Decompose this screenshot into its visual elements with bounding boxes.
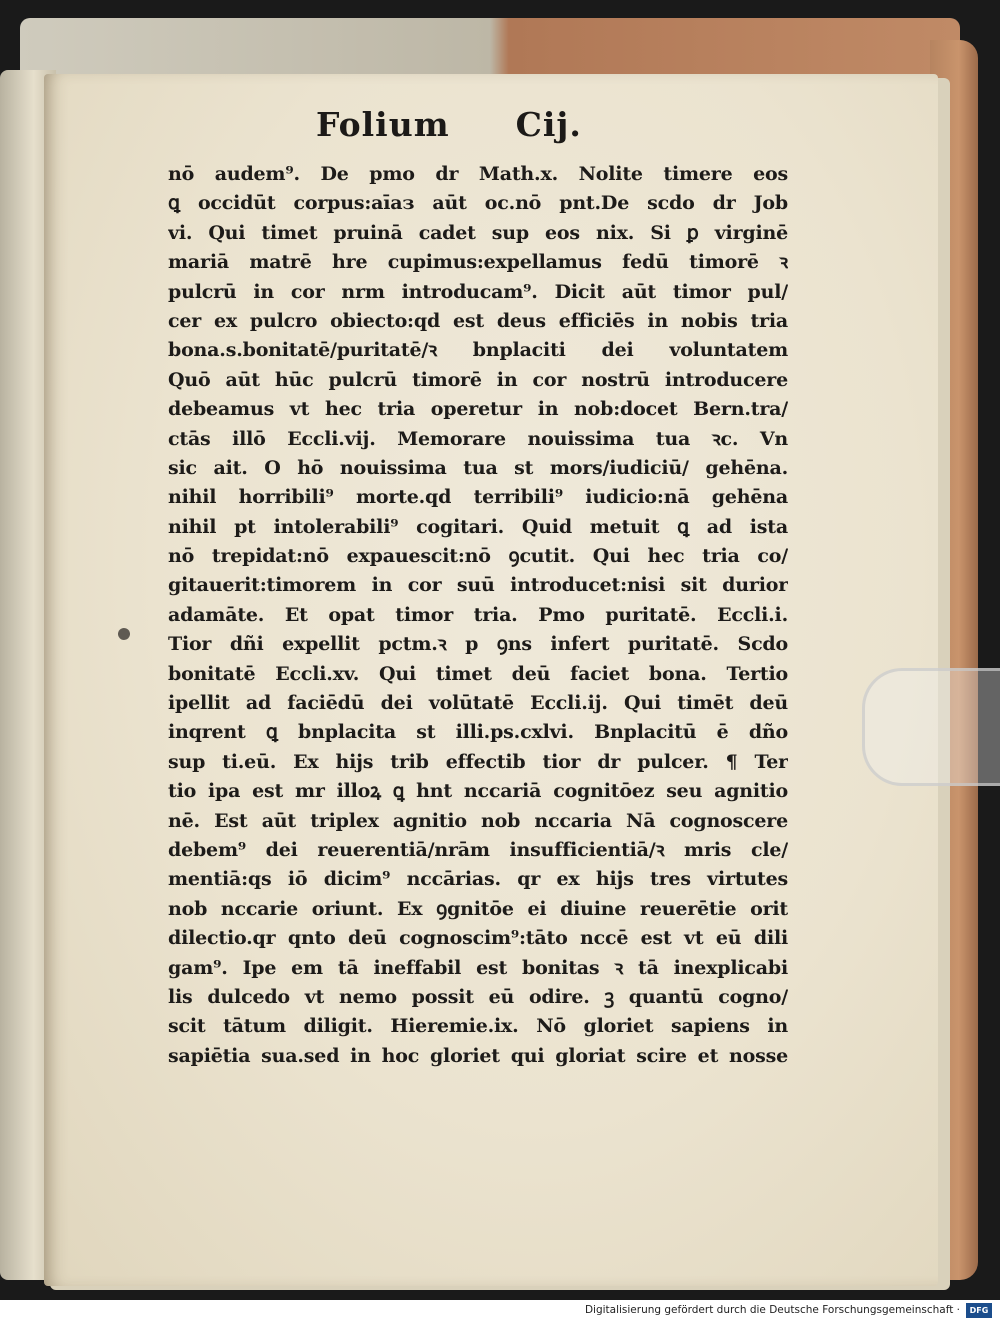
text-line: nihil horribili⁹ morte.qd terribili⁹ iudicio:nā gehēna	[168, 486, 788, 509]
text-line: adamāte. Et opat timor tria. Pmo puritatē. Eccli.i.	[168, 603, 788, 626]
folio-header	[316, 105, 582, 144]
credit-text: Digitalisierung gefördert durch die Deutsche Forschungsgemeinschaft ·	[584, 1304, 960, 1316]
text-line: bona.s.bonitatē/puritatē/ꝛ bnplaciti dei voluntatem	[168, 339, 788, 362]
text-line: cer ex pulcro obiecto:qd est deus efficiēs in nobis tria	[168, 309, 788, 332]
pin-hole	[118, 628, 130, 640]
text-line: mariā matrē hre cupimus:expellamus fedū timorē ꝛ	[168, 251, 788, 274]
text-line: dilectio.qr qnto deū cognoscim⁹:tāto nccē est vt eū dili	[168, 927, 788, 950]
text-line: gitauerit:timorem in cor suū introducet:nisi sit durior	[168, 574, 788, 597]
folio-number: Cij.	[515, 105, 582, 144]
text-line: sup ti.eū. Ex hijs trib effectib tior dr pulcer. ¶ Ter	[168, 750, 788, 773]
text-line: vi. Qui timet pruinā cadet sup eos nix. Si ꝑ virginē	[168, 221, 788, 244]
folio-label: Folium	[316, 105, 450, 144]
text-line: sapiētia sua.sed in hoc gloriet qui gloriat scire et nosse	[168, 1044, 788, 1067]
text-line: scit tātum diligit. Hieremie.ix. Nō gloriet sapiens in	[168, 1015, 788, 1038]
text-line: debem⁹ dei reuerentiā/nrām insufficientiā/ꝛ mris cle/	[168, 838, 788, 861]
text-line: Quō aūt hūc pulcrū timorē in cor nostrū introducere	[168, 368, 788, 391]
dfg-logo: DFG	[966, 1303, 992, 1318]
text-line: inqrent ꝗ bnplacita st illi.ps.cxlvi. Bnplacitū ē dño	[168, 721, 788, 744]
text-line: lis dulcedo vt nemo possit eū odire. ꝫ quantū cogno/	[168, 985, 788, 1008]
credit-bar	[0, 1300, 1000, 1322]
text-line: nō trepidat:nō expauescit:nō ꝯcutit. Qui hec tria co/	[168, 545, 788, 568]
text-line: sic ait. O hō nouissima tua st mors/iudiciū/ gehēna.	[168, 456, 788, 479]
text-line: nē. Est aūt triplex agnitio nob nccaria Nā cognoscere	[168, 809, 788, 832]
text-line: mentiā:qs iō dicim⁹ nccārias. qr ex hijs tres virtutes	[168, 868, 788, 891]
text-line: pulcrū in cor nrm introducam⁹. Dicit aūt timor pul/	[168, 280, 788, 303]
text-line: Tior dñi expellit pctm.ꝛ p ꝯns infert puritatē. Scdo	[168, 633, 788, 656]
text-line: debeamus vt hec tria operetur in nob:docet Bern.tra/	[168, 398, 788, 421]
text-line: ipellit ad faciēdū dei volūtatē Eccli.ij. Qui timēt deū	[168, 692, 788, 715]
page-clip	[862, 668, 1000, 786]
text-line: nihil pt intolerabili⁹ cogitari. Quid metuit ꝗ ad ista	[168, 515, 788, 538]
text-line: tio ipa est mr illoꝝ ꝗ hnt nccariā cognitōez seu agnitio	[168, 780, 788, 803]
text-line: gam⁹. Ipe em tā ineffabil est bonitas ꝛ tā inexplicabi	[168, 956, 788, 979]
text-line: nob nccarie oriunt. Ex ꝯgnitōe ei diuine reuerētie orit	[168, 897, 788, 920]
text-line: ctās illō Eccli.vij. Memorare nouissima tua ꝛc. Vn	[168, 427, 788, 450]
text-block	[168, 160, 788, 1071]
text-line: nō audem⁹. De pmo dr Math.x. Nolite timere eos	[168, 163, 788, 185]
text-line: ꝗ occidūt corpus:aīaз aūt oc.nō pnt.De scdo dr Job	[168, 192, 788, 215]
text-line: bonitatē Eccli.xv. Qui timet deū faciet bona. Tertio	[168, 662, 788, 685]
